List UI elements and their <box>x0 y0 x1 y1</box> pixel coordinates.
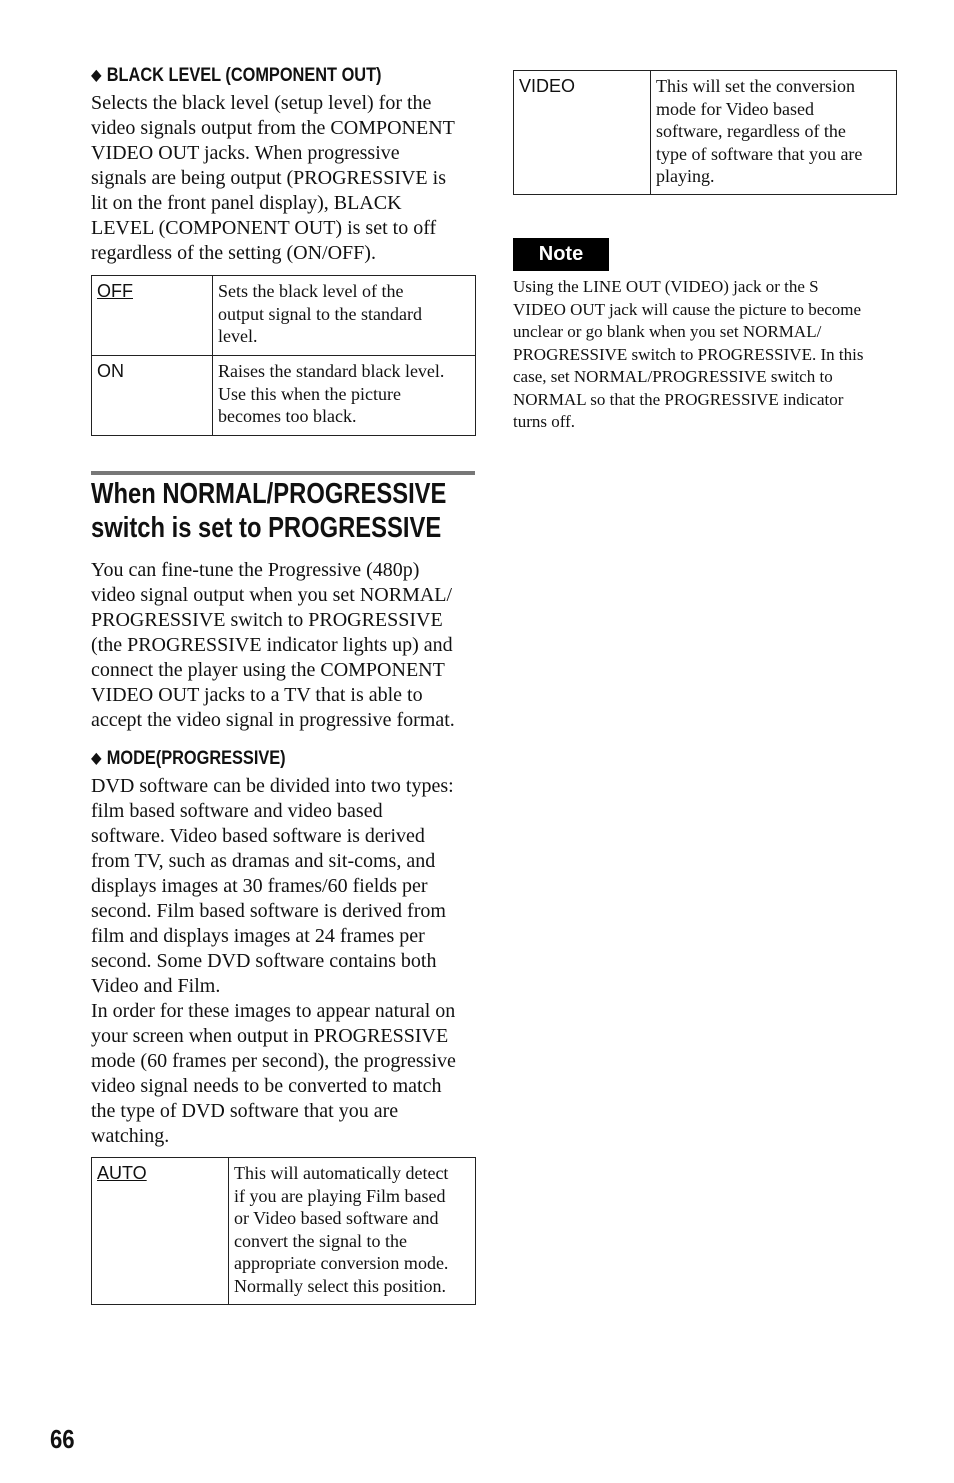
table-row <box>514 71 897 195</box>
section-rule <box>91 471 475 475</box>
note-badge: Note <box>513 238 609 271</box>
section-intro: You can fine-tune the Progressive (480p) video signal output when you set NORMAL/ PROGRESSIVE switch to PROGRESSIVE (the PROGRESSIVE indicator lights up) and connect the player using the COMPONENT VIDEO OUT jacks to a TV that is able to accept the video signal in progressive format. <box>91 559 455 731</box>
option-key-off: OFF <box>92 276 213 356</box>
diamond-bullet-icon: ◆ <box>91 67 102 84</box>
note-text: Using the LINE OUT (VIDEO) jack or the S VIDEO OUT jack will cause the picture to become unclear or go blank when you set NORMAL/ PROGRESSIVE switch to PROGRESSIVE. In this case, set NORMAL/PROGRESSIVE switch to NORMAL so that the PROGRESSIVE indicator turns off. <box>513 277 864 431</box>
option-description: Raises the standard black level. Use this when the picture becomes too black. <box>213 356 476 436</box>
page-number: 66 <box>50 1424 75 1454</box>
option-key-video: VIDEO <box>514 71 651 195</box>
black-level-options-table <box>91 275 476 436</box>
mode-description: DVD software can be divided into two types: film based software and video based software. Video based software is derived from TV, such as dramas and sit-coms, and displays images at 30 frames/60 fields per second. Film based software is derived from film and displays images at 24 frames per second. Some DVD software contains both Video and Film. In order for these images to appear natural on your screen when output in PROGRESSIVE mode (60 frames per second), the progressive video signal needs to be converted to match the type of DVD software that you are watching. <box>91 775 456 1147</box>
table-row <box>92 356 476 436</box>
mode-heading: ◆ MODE(PROGRESSIVE) <box>91 748 286 769</box>
diamond-bullet-icon: ◆ <box>91 750 102 767</box>
option-description: This will automatically detect if you are playing Film based or Video based software and convert the signal to the appropriate conversion mode. Normally select this position. <box>229 1158 476 1305</box>
section-title: When NORMAL/PROGRESSIVE switch is set to PROGRESSIVE <box>91 478 447 544</box>
mode-video-table <box>513 70 897 195</box>
option-key-on: ON <box>92 356 213 436</box>
black-level-heading: ◆ BLACK LEVEL (COMPONENT OUT) <box>91 65 382 86</box>
mode-auto-table <box>91 1157 476 1305</box>
table-row <box>92 276 476 356</box>
option-key-auto: AUTO <box>92 1158 229 1305</box>
black-level-description: Selects the black level (setup level) for the video signals output from the COMPONENT VIDEO OUT jacks. When progressive signals are being output (PROGRESSIVE is lit on the front panel display), BLACK LEVEL (COMPONENT OUT) is set to off regardless of the setting (ON/OFF). <box>91 92 455 264</box>
option-description: Sets the black level of the output signal to the standard level. <box>213 276 476 356</box>
option-description: This will set the conversion mode for Video based software, regardless of the type of software that you are playing. <box>651 71 897 195</box>
table-row <box>92 1158 476 1305</box>
